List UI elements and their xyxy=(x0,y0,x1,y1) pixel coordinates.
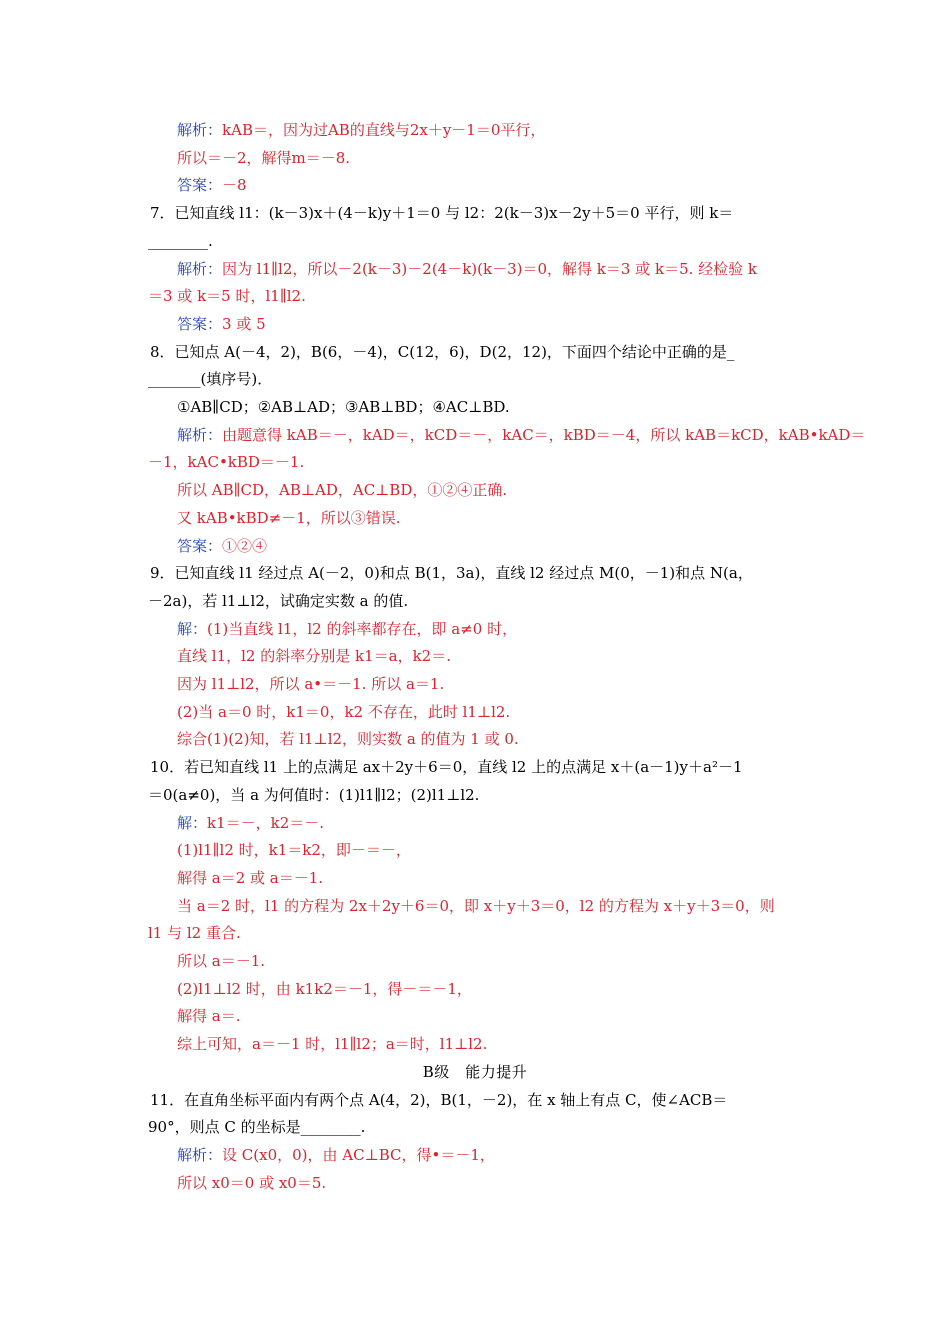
solution-line xyxy=(177,729,519,749)
question-line xyxy=(148,231,213,251)
line-text: 所以 x0＝0 或 x0＝5. xyxy=(177,1173,327,1192)
question-line xyxy=(148,785,479,805)
question-line xyxy=(150,342,734,362)
line-text: (2)l1⊥l2 时，由 k1k2＝－1，得－＝－1， xyxy=(177,979,472,998)
solution-line xyxy=(177,979,472,999)
solution-line xyxy=(177,674,444,694)
question-line xyxy=(150,1090,727,1110)
solution-line xyxy=(177,508,401,528)
solution-line xyxy=(177,536,267,556)
solution-line xyxy=(148,452,304,472)
solution-line xyxy=(177,120,545,140)
line-text: (1)l1∥l2 时，k1＝k2，即－＝－， xyxy=(177,841,411,860)
line-text: ①AB∥CD；②AB⊥AD；③AB⊥BD；④AC⊥BD. xyxy=(177,398,510,416)
line-text: 7．已知直线 l1：(k－3)x＋(4－k)y＋1＝0 与 l2：2(k－3)x－2y＋5＝0 平行，则 k＝ xyxy=(150,204,734,223)
solution-line xyxy=(177,619,517,639)
line-text: 11．在直角坐标平面内有两个点 A(4，2)，B(1，－2)，在 x 轴上有点 C，使∠ACB＝ xyxy=(150,1090,728,1109)
solution-line xyxy=(177,896,775,916)
line-text: 当 a＝2 时，l1 的方程为 2x＋2y＋6＝0，即 x＋y＋3＝0，l2 的方程为 x＋y＋3＝0，则 xyxy=(177,896,775,915)
line-text: 综合(1)(2)知，若 l1⊥l2，则实数 a 的值为 1 或 0. xyxy=(177,730,519,749)
solution-line xyxy=(177,425,865,445)
line-text: 直线 l1，l2 的斜率分别是 k1＝a，k2＝. xyxy=(177,647,451,666)
question-line xyxy=(148,1117,365,1137)
solution-line xyxy=(177,868,323,888)
line-text: 所以 a＝－1. xyxy=(177,952,266,970)
section-heading xyxy=(0,1062,950,1082)
solution-line xyxy=(177,840,411,860)
solution-label: 答案： xyxy=(177,536,223,555)
line-text: －2a)，若 l1⊥l2，试确定实数 a 的值. xyxy=(148,591,409,610)
line-text: 又 kAB•kBD≠－1，所以③错误. xyxy=(177,508,401,527)
solution-line xyxy=(177,148,350,168)
line-text: (1)当直线 l1，l2 的斜率都存在，即 a≠0 时， xyxy=(207,619,518,638)
line-text: －1，kAC•kBD＝－1. xyxy=(148,453,305,472)
line-text: _______(填序号)． xyxy=(148,370,273,389)
line-text: 所以 AB∥CD，AB⊥AD，AC⊥BD，①②④正确. xyxy=(177,481,508,500)
line-text: 设 C(x0，0)，由 AC⊥BC，得•＝－1， xyxy=(222,1145,495,1164)
line-text: 所以＝－2，解得m＝－8. xyxy=(177,148,351,167)
line-text: ＝0(a≠0)，当 a 为何值时：(1)l1∥l2；(2)l1⊥l2. xyxy=(148,785,480,804)
solution-line xyxy=(148,923,241,943)
line-text: 由题意得 kAB＝－，kAD＝，kCD＝－，kAC＝，kBD＝－4，所以 kAB＝kCD，kAB•kAD＝ xyxy=(222,425,866,444)
solution-line xyxy=(177,702,510,722)
line-text: 90°，则点 C 的坐标是________. xyxy=(148,1118,366,1137)
solution-line xyxy=(177,813,324,833)
line-text: 综上可知，a＝－1 时，l1∥l2；a＝时，l1⊥l2. xyxy=(177,1035,488,1054)
question-line xyxy=(177,397,510,417)
line-text: 8．已知点 A(－4，2)，B(6，－4)，C(12，6)，D(2，12)，下面四个结论中正确的是_ xyxy=(150,342,735,361)
line-text: 因为 l1⊥l2，所以 a•＝－1. 所以 a＝1. xyxy=(177,675,445,693)
line-text: ＝3 或 k＝5 时，l1∥l2. xyxy=(148,287,306,306)
question-line xyxy=(150,563,753,583)
question-line xyxy=(150,757,743,777)
line-text: ①②④ xyxy=(222,536,268,555)
solution-line xyxy=(177,1173,326,1193)
solution-label: 答案： xyxy=(177,176,223,195)
line-text: 解得 a＝. xyxy=(177,1007,241,1026)
solution-line xyxy=(177,1034,487,1054)
line-text: B级 能力提升 xyxy=(422,1062,528,1081)
solution-line xyxy=(177,1145,495,1165)
line-text: l1 与 l2 重合. xyxy=(148,924,241,943)
line-text: kAB＝，因为过AB的直线与2x＋y－1＝0平行， xyxy=(222,121,546,139)
line-text: 9．已知直线 l1 经过点 A(－2，0)和点 B(1，3a)，直线 l2 经过点 M(0，－1)和点 N(a， xyxy=(150,564,753,583)
solution-label: 答案： xyxy=(177,314,223,333)
solution-line xyxy=(177,314,266,334)
solution-label: 解析： xyxy=(177,121,223,139)
solution-label: 解析： xyxy=(177,259,223,278)
question-line xyxy=(148,369,272,389)
solution-label: 解： xyxy=(177,813,208,832)
line-text: －8 xyxy=(222,176,247,195)
solution-line xyxy=(177,646,451,666)
line-text: (2)当 a＝0 时，k1＝0，k2 不存在，此时 l1⊥l2. xyxy=(177,702,511,721)
line-text: 10．若已知直线 l1 上的点满足 ax＋2y＋6＝0，直线 l2 上的点满足 x＋(a－1)y＋a²－1 xyxy=(150,758,743,777)
solution-line xyxy=(148,286,306,306)
line-text: 3 或 5 xyxy=(222,314,266,333)
solution-label: 解析： xyxy=(177,425,223,444)
line-text: k1＝－，k2＝－. xyxy=(207,813,325,832)
solution-line xyxy=(177,480,507,500)
solution-line xyxy=(177,259,757,279)
line-text: 因为 l1∥l2，所以－2(k－3)－2(4－k)(k－3)＝0，解得 k＝3 或 k＝5. 经检验 k xyxy=(222,259,758,278)
solution-line xyxy=(177,175,247,195)
solution-label: 解： xyxy=(177,619,208,638)
solution-line xyxy=(177,951,265,971)
question-line xyxy=(148,591,408,611)
line-text: 解得 a＝2 或 a＝－1. xyxy=(177,868,324,887)
line-text: ________. xyxy=(148,231,213,250)
question-line xyxy=(150,203,733,223)
solution-line xyxy=(177,1006,240,1026)
solution-label: 解析： xyxy=(177,1145,223,1164)
